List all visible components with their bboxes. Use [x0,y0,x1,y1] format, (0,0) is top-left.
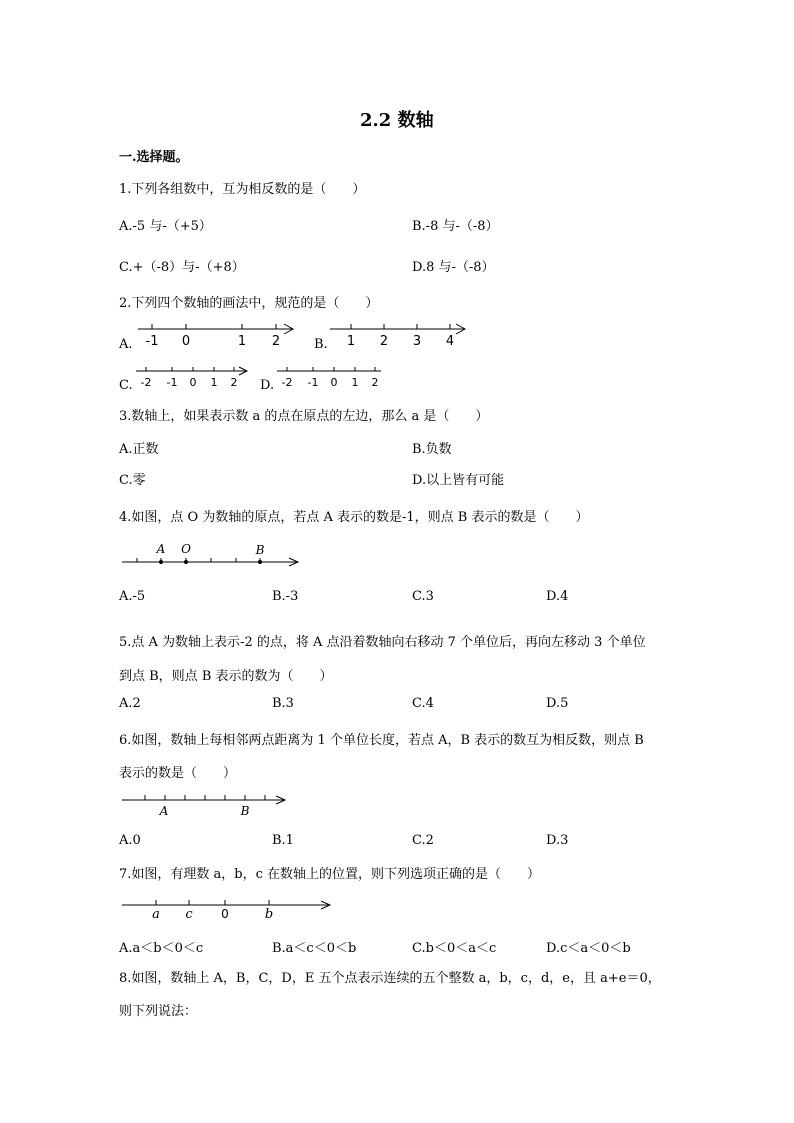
q7-option-c[interactable]: C.b＜0＜a＜c [412,941,497,956]
q5-option-d[interactable]: D.5 [546,696,569,711]
q6-option-d[interactable]: D.3 [546,833,569,848]
axis-c-tick-label: 2 [230,376,238,389]
q5-option-a[interactable]: A.2 [119,696,141,711]
question-7-stem: 7.如图，有理数 a，b，c 在数轴上的位置，则下列选项正确的是（ ） [119,867,541,882]
axis-c-tick-label: 1 [210,376,218,389]
q1-option-c[interactable]: C.+（-8）与-（+8） [119,260,245,275]
axis-b-tick-label: 3 [412,334,422,349]
question-4-stem: 4.如图，点 O 为数轴的原点，若点 A 表示的数是-1，则点 B 表示的数是（ ） [119,510,589,525]
q6-option-b[interactable]: B.1 [272,833,294,848]
axis-d-tick-label: 0 [330,376,338,389]
q7-point-label: b [264,907,274,922]
q2-option-c[interactable]: C. [119,378,133,393]
q4-option-b[interactable]: B.-3 [272,589,299,604]
axis-b-tick-label: 1 [346,334,356,349]
q3-option-d[interactable]: D.以上皆有可能 [412,473,505,488]
q2-option-d[interactable]: D. [260,378,275,393]
q5-option-c[interactable]: C.4 [412,696,434,711]
q6-point-label: A [159,804,169,818]
q3-option-b[interactable]: B.负数 [412,442,452,457]
question-5-stem-line-2: 到点 B，则点 B 表示的数为（ ） [119,669,333,684]
q7-option-d[interactable]: D.c＜a＜0＜b [546,941,631,956]
q2-axis-d [275,364,387,392]
axis-b-tick-label: 2 [379,334,389,349]
axis-a-tick-label: 2 [271,334,281,349]
q4-point-label: A [156,542,166,556]
axis-a-tick-label: 1 [237,334,247,349]
q7-origin-label: 0 [221,907,229,921]
q3-option-a[interactable]: A.正数 [119,442,159,457]
q4-number-line [119,540,309,570]
axis-d-tick-label: 2 [371,376,379,389]
q4-option-a[interactable]: A.-5 [119,589,146,604]
q4-option-c[interactable]: C.3 [412,589,434,604]
q7-option-a[interactable]: A.a＜b＜0＜c [119,941,204,956]
page-title: 2.2 数轴 [360,110,434,131]
q5-option-b[interactable]: B.3 [272,696,294,711]
q6-option-a[interactable]: A.0 [119,833,141,848]
q6-number-line [119,790,294,820]
q1-option-a[interactable]: A.-5 与-（+5） [119,219,212,234]
question-3-stem: 3.数轴上，如果表示数 a 的点在原点的左边，那么 a 是（ ） [119,409,489,424]
axis-b-tick-label: 4 [445,334,455,349]
q7-point-label: c [185,907,193,922]
axis-d-tick-label: 1 [351,376,359,389]
question-2-stem: 2.下列四个数轴的画法中，规范的是（ ） [119,296,379,311]
axis-d-tick-label: -2 [281,376,293,389]
question-1-stem: 1.下列各组数中，互为相反数的是（ ） [119,182,366,197]
question-8-stem-line-2: 则下列说法： [119,1004,198,1019]
section-heading: 一.选择题。 [119,150,189,165]
axis-c-tick-label: 0 [189,376,197,389]
q4-point-label: B [255,543,265,557]
q4-option-d[interactable]: D.4 [546,589,569,604]
question-8-stem-line-1: 8.如图，数轴上 A，B，C，D，E 五个点表示连续的五个整数 a，b，c，d，e，且 a+e＝0， [119,971,661,986]
question-6-stem-line-1: 6.如图，数轴上每相邻两点距离为 1 个单位长度，若点 A，B 表示的数互为相反数，则点 B [119,733,644,748]
question-6-stem-line-2: 表示的数是（ ） [119,766,237,781]
q7-number-line [119,893,339,923]
q1-option-d[interactable]: D.8 与-（-8） [412,260,495,275]
q2-option-a[interactable]: A. [119,337,133,352]
axis-c-tick-label: -1 [166,376,178,389]
q3-option-c[interactable]: C.零 [119,473,146,488]
axis-c-tick-label: -2 [140,376,152,389]
q6-option-c[interactable]: C.2 [412,833,434,848]
q4-point-label: O [181,542,191,556]
q7-option-b[interactable]: B.a＜c＜0＜b [272,941,357,956]
q6-point-label: B [240,804,250,818]
axis-a-tick-label: -1 [145,334,159,349]
q2-axis-c [134,364,254,392]
question-5-stem-line-1: 5.点 A 为数轴上表示-2 的点，将 A 点沿着数轴向右移动 7 个单位后，再向左移动 3 个单位 [119,635,646,650]
axis-a-tick-label: 0 [181,334,191,349]
q1-option-b[interactable]: B.-8 与-（-8） [412,219,499,234]
q7-point-label: a [152,907,160,922]
q2-option-b[interactable]: B. [314,337,328,352]
axis-d-tick-label: -1 [307,376,319,389]
q2-axis-a [136,320,301,352]
q2-axis-b [328,320,473,352]
